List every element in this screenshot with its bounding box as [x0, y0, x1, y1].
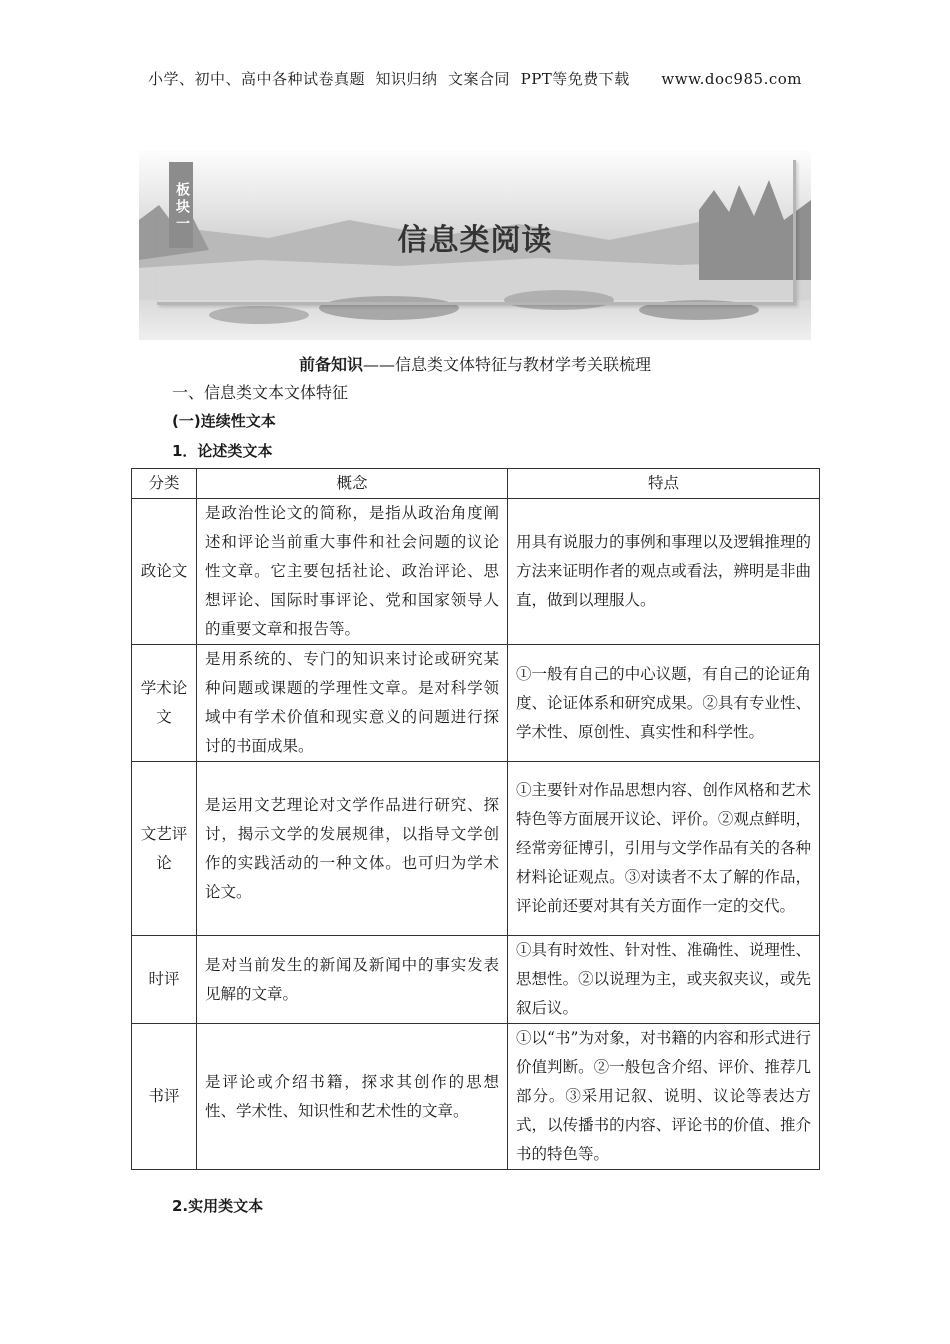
section-heading: 一、信息类文本文体特征 [172, 383, 349, 402]
row-feature: 用具有说服力的事例和事理以及逻辑推理的方法来证明作者的观点或看法，辨明是非曲直，做到以理服人。 [508, 499, 820, 645]
header-feature: 特点 [508, 469, 820, 499]
item-heading-2: 2.实用类文本 [172, 1197, 264, 1215]
banner-tag: 板块一 [169, 162, 193, 248]
banner-title: 信息类阅读 [397, 223, 553, 258]
table-row [132, 936, 820, 1024]
header-concept: 概念 [197, 469, 508, 499]
row-category: 文艺评论 [132, 762, 197, 936]
subtitle [0, 352, 950, 375]
subtitle-bold: 前备知识 [298, 355, 363, 374]
row-feature: ①主要针对作品思想内容、创作风格和艺术特色等方面展开议论、评价。②观点鲜明，经常旁征博引，引用与文学作品有关的各种材料论证观点。③对读者不太了解的作品，评论前还要对其有关方面作一定的交代。 [508, 762, 820, 936]
section-banner [139, 150, 811, 340]
subtitle-rest: ——信息类文体特征与教材学考关联梳理 [363, 355, 652, 374]
row-concept: 是用系统的、专门的知识来讨论或研究某种问题或课题的学理性文章。是对科学领域中有学术价值和现实意义的问题进行探讨的书面成果。 [197, 645, 508, 762]
row-concept: 是评论或介绍书籍，探求其创作的思想性、学术性、知识性和艺术性的文章。 [197, 1024, 508, 1170]
page-header: 小学、初中、高中各种试卷真题 知识归纳 文案合同 PPT等免费下载 www.doc985.com [147, 70, 802, 88]
row-feature: ①具有时效性、针对性、准确性、说理性、思想性。②以说理为主，或夹叙夹议，或先叙后议。 [508, 936, 820, 1024]
table-row [132, 645, 820, 762]
table-row [132, 1024, 820, 1170]
row-category: 政论文 [132, 499, 197, 645]
row-feature: ①以“书”为对象，对书籍的内容和形式进行价值判断。②一般包含介绍、评价、推荐几部分。③采用记叙、说明、议论等表达方式，以传播书的内容、评论书的价值、推介书的特色等。 [508, 1024, 820, 1170]
item-heading-1: 1．论述类文本 [172, 442, 273, 460]
row-concept: 是运用文艺理论对文学作品进行研究、探讨，揭示文学的发展规律，以指导文学创作的实践活动的一种文体。也可归为学术论文。 [197, 762, 508, 936]
table-header-row [132, 469, 820, 499]
table-row [132, 762, 820, 936]
row-category: 书评 [132, 1024, 197, 1170]
argumentative-text-table [131, 468, 820, 1170]
table-row [132, 499, 820, 645]
row-category: 时评 [132, 936, 197, 1024]
subsection-heading: (一)连续性文本 [172, 412, 276, 430]
row-feature: ①一般有自己的中心议题，有自己的论证角度、论证体系和研究成果。②具有专业性、学术性、原创性、真实性和科学性。 [508, 645, 820, 762]
row-category: 学术论文 [132, 645, 197, 762]
row-concept: 是对当前发生的新闻及新闻中的事实发表见解的文章。 [197, 936, 508, 1024]
row-concept: 是政治性论文的简称，是指从政治角度阐述和评论当前重大事件和社会问题的议论性文章。它主要包括社论、政治评论、思想评论、国际时事评论、党和国家领导人的重要文章和报告等。 [197, 499, 508, 645]
header-category: 分类 [132, 469, 197, 499]
